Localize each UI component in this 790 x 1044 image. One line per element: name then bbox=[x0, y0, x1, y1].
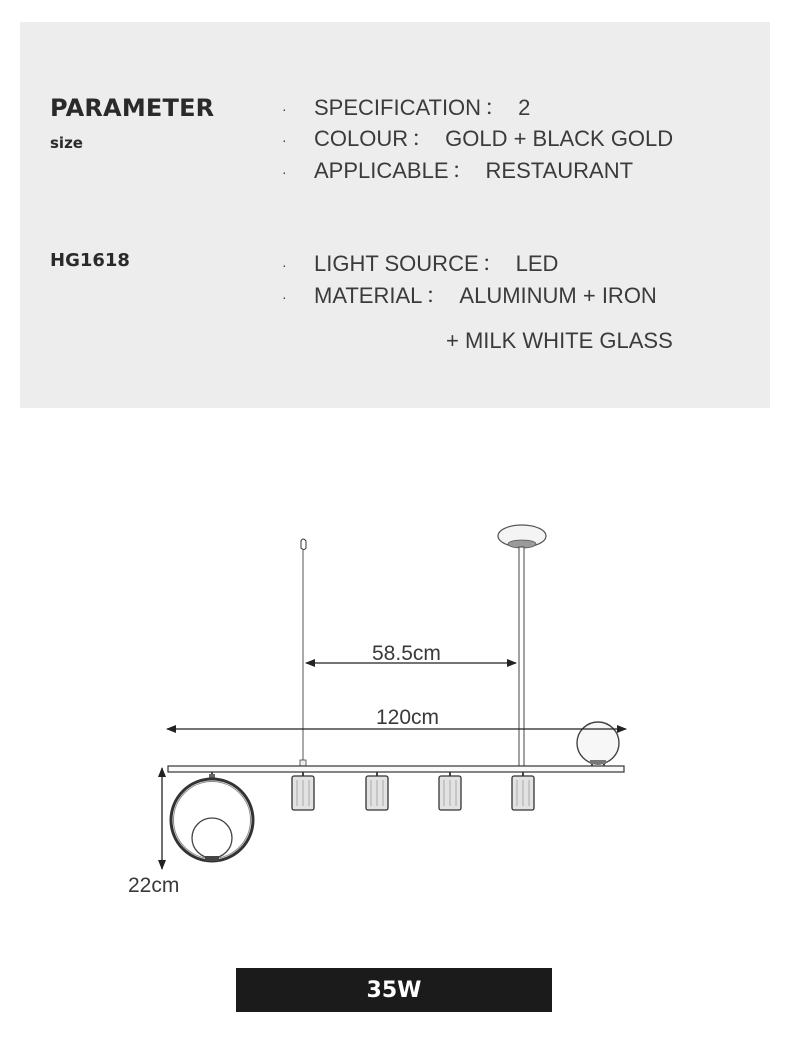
spec-value: GOLD + BLACK GOLD bbox=[445, 126, 674, 151]
spec-separator: ： bbox=[451, 158, 474, 183]
material-continuation: + MILK WHITE GLASS bbox=[446, 328, 673, 353]
parameter-subtitle: size bbox=[50, 134, 83, 152]
spec-value: ALUMINUM + IRON bbox=[459, 283, 657, 308]
spec-separator: ： bbox=[425, 283, 448, 308]
model-code: HG1618 bbox=[50, 250, 130, 271]
bullet: · bbox=[282, 132, 287, 149]
spotlight-cylinders bbox=[292, 772, 534, 810]
bullet: · bbox=[282, 289, 287, 306]
length-dimension-label: 120cm bbox=[376, 706, 440, 729]
spotlight-1 bbox=[292, 772, 314, 810]
spotlight-4 bbox=[512, 772, 534, 810]
spotlight-3 bbox=[439, 772, 461, 810]
spec-label: COLOUR bbox=[314, 126, 409, 151]
bullet: · bbox=[282, 257, 287, 274]
ceiling-canopy bbox=[498, 525, 546, 548]
spec-separator: ： bbox=[484, 95, 507, 120]
spec-label: SPECIFICATION bbox=[314, 95, 482, 120]
spec-label: MATERIAL bbox=[314, 283, 423, 308]
height-dimension-label: 22cm bbox=[128, 874, 180, 897]
bullet: · bbox=[282, 101, 287, 118]
spec-separator: ： bbox=[481, 251, 504, 276]
spec-value: RESTAURANT bbox=[485, 158, 634, 183]
bullet: · bbox=[282, 164, 287, 181]
suspension-rod bbox=[519, 547, 524, 767]
wattage-label: 35W bbox=[366, 977, 422, 1003]
spacing-dimension-label: 58.5cm bbox=[372, 642, 441, 665]
spec-value: LED bbox=[515, 251, 559, 276]
spec-label: LIGHT SOURCE bbox=[314, 251, 479, 276]
suspension-hook bbox=[301, 539, 306, 550]
spec-value: 2 bbox=[518, 95, 531, 120]
main-bar bbox=[168, 766, 624, 772]
spotlight-2 bbox=[366, 772, 388, 810]
parameter-title: PARAMETER bbox=[50, 94, 215, 122]
wattage-banner bbox=[236, 968, 552, 1012]
spec-separator: ： bbox=[411, 126, 434, 151]
spec-label: APPLICABLE bbox=[314, 158, 449, 183]
ring-shade bbox=[171, 772, 253, 861]
